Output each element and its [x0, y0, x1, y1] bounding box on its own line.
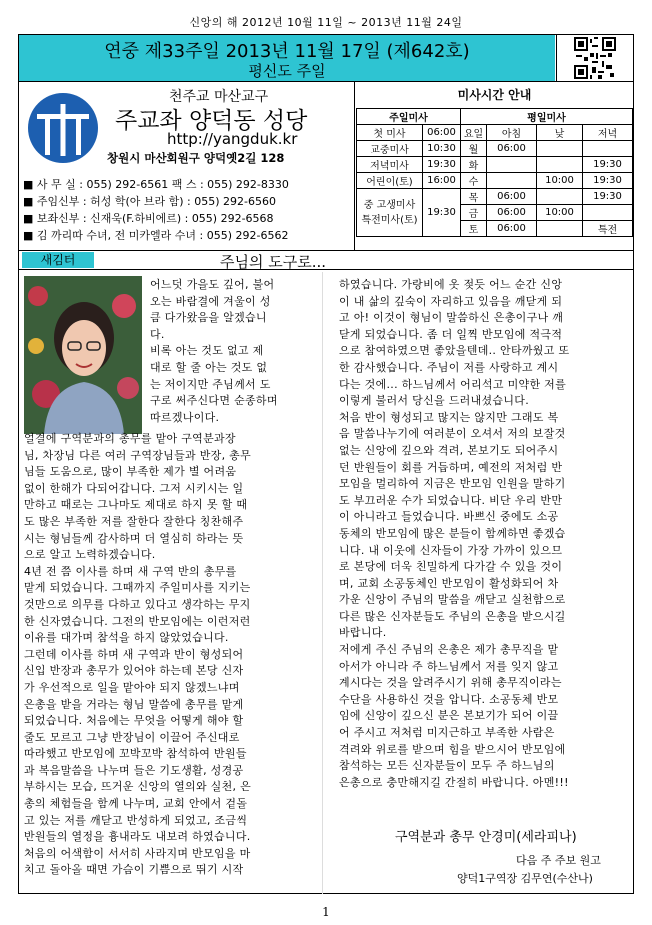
article-line: 대로 할 줄 아는 것도 없 [150, 360, 268, 374]
column-divider [322, 272, 323, 894]
article-line: 비록 아는 것도 없고 제 [150, 344, 264, 358]
qr-code-icon [574, 37, 616, 79]
weekday-time [537, 189, 583, 205]
article-line: 님, 차장님 다른 여러 구역장님들과 반장, 총무 [24, 448, 252, 462]
church-url[interactable]: http://yangduk.kr [167, 130, 298, 148]
article-line: 아서가 아니라 주 하느님께서 저를 잊지 않고 [339, 659, 559, 673]
article-line: 시는 형님들께 감사하며 더 열심히 하라는 뜻 [24, 531, 244, 545]
sunday-mass-header: 주일미사 [357, 109, 461, 125]
article-line: 은총을 받을 거라는 형님 말씀에 총무를 맡게 [24, 697, 244, 711]
weekday-time: 19:30 [583, 157, 633, 173]
article-line: 던 반원들이 회를 거듭하며, 예전의 저처럼 반 [339, 460, 563, 474]
article-line: 는 저이지만 주님께서 도 [150, 377, 271, 391]
article-line: 다른 많은 신자분들도 주님의 은총을 받으시길 [339, 609, 566, 623]
article-line: 처음 반이 형성되고 많지는 않지만 그래도 복 [339, 410, 559, 424]
article-line: 은총으로 충만해지길 간절히 바랍니다. 아멘!!! [339, 775, 569, 789]
article-line: 격려와 위로를 받으며 힘을 받으시어 반모임에 [339, 742, 566, 756]
article-left-column [24, 431, 318, 879]
article-line: 으로 알고 노력하겠습니다. [24, 548, 156, 562]
weekday-time: 19:30 [583, 189, 633, 205]
church-info [19, 82, 355, 250]
article-line: 치고 돌아올 때면 가슴이 기쁨으로 뛰기 시작 [24, 863, 244, 877]
article-line: 구로 써주신다면 순종하며 [150, 394, 278, 408]
weekday-time: 06:00 [487, 189, 537, 205]
weekday-mass-header: 평일미사 [461, 109, 633, 125]
page-number: 1 [322, 905, 330, 919]
sunday-name: 평신도 주일 [248, 62, 326, 80]
weekday-time: 06:00 [487, 205, 537, 221]
church-address: 창원시 마산회원구 양덕옛2길 128 [107, 151, 285, 165]
article-line: 님들 도움으로, 많이 부족한 제가 별 어려움 [24, 465, 237, 479]
article-line: 이유를 대가며 참석을 하지 않았었습니다. [24, 631, 229, 645]
article-author: 구역분과 총무 안경미(세라피나) [395, 830, 577, 845]
article-line: 며, 교회 소공동체인 반모임이 활성화되어 차 [339, 576, 559, 590]
article-line: 얼결에 구역분과의 총무를 맡아 구역분과장 [24, 432, 236, 445]
next-week-label: 다음 주 주보 원고 [516, 854, 601, 867]
qr-code[interactable] [556, 35, 633, 81]
article-line: 총의 체험들을 함께 나누며, 교회 안에서 겉돌 [24, 797, 248, 811]
article-line: 닫게 되었습니다. 좀 더 일찍 반모임에 적극적 [339, 327, 563, 341]
weekday-head: 낮 [537, 125, 583, 141]
article-line: 계시다는 것을 알려주시기 위해 총무직이라는 [339, 676, 562, 690]
youth-mass-label: 중 고생미사 특전미사(토) [357, 189, 423, 237]
article-line: 다는 것에... 하느님께서 어리석고 미약한 저를 [339, 377, 567, 391]
article-line: 처음의 어색함이 서서히 사라지며 반모임을 마 [24, 846, 251, 860]
contact-assistant: ■ 보좌신부 : 신재욱(F.하비에르) : 055) 292-6568 [23, 212, 274, 225]
diocese-name: 천주교 마산교구 [169, 89, 269, 105]
article-line: 바랍니다. [339, 626, 387, 640]
weekday-day: 토 [461, 221, 487, 237]
weekday-time [583, 141, 633, 157]
article-line: 하였습니다. 가랑비에 옷 젖듯 어느 순간 신앙 [339, 278, 563, 291]
weekday-time [537, 221, 583, 237]
church-name: 주교좌 양덕동 성당 [115, 108, 308, 134]
next-week-author: 양덕1구역장 김무연(수산나) [457, 872, 593, 885]
article-right-column [339, 277, 630, 791]
article-line: 수단을 사용하신 것을 압니다. 소공동체 반모 [339, 692, 559, 706]
weekday-day: 수 [461, 173, 487, 189]
sunday-label: 교중미사 [357, 141, 423, 157]
weekday-time: 19:30 [583, 173, 633, 189]
weekday-time [537, 157, 583, 173]
weekday-day: 목 [461, 189, 487, 205]
article-line: 동체의 반모임에 많은 분들이 함께하면 좋겠습 [339, 526, 566, 540]
article-line: 으로 참여하였으면 좋았을텐데.. 안타까웠고 또 [339, 344, 570, 358]
article-title: 주님의 도구로... [220, 253, 327, 271]
weekday-time: 10:00 [537, 173, 583, 189]
article-line: 도 많은 부족한 저를 잘한다 잘한다 칭찬해주 [24, 514, 244, 528]
sunday-label: 저녁미사 [357, 157, 423, 173]
article-line: 이 내 삶의 깊숙이 자리하고 있음을 깨닫게 되 [339, 294, 563, 308]
weekday-day: 화 [461, 157, 487, 173]
article-line: 과 복음말씀을 나누며 들은 기도생활, 성경공 [24, 763, 244, 777]
article-line: 로 본당에 더욱 친밀하게 다가갈 수 있을 것이 [339, 560, 563, 574]
article-line: 니다. 내 이웃에 신자들이 가장 가까이 있으므 [339, 543, 563, 557]
article-line: 한 감사했습니다. 주님이 저를 사랑하고 계시 [339, 360, 559, 374]
sunday-label: 첫 미사 [357, 125, 423, 141]
weekday-time: 특전 [583, 221, 633, 237]
article-line: 큼 다가왔음을 알겠습니 [150, 311, 267, 325]
article-line: 맡게 되었습니다. 그때까지 주일미사를 지키는 [24, 581, 251, 595]
weekday-time: 10:00 [537, 205, 583, 221]
article-line: 만하고 때로는 그나마도 제대로 하지 못 할 때 [24, 498, 248, 512]
sunday-time: 10:30 [423, 141, 461, 157]
article-line: 고 아! 이것이 형님이 말씀하신 은총이구나 깨 [339, 311, 564, 325]
weekday-time [583, 205, 633, 221]
church-logo-icon [27, 92, 99, 164]
article-line: 가 우선적으로 일을 맡아야 되지 않겠느냐며 [24, 680, 240, 694]
article-line: 되었습니다. 처음에는 무엇을 어떻게 해야 할 [24, 714, 244, 728]
issue-title: 연중 제33주일 2013년 11월 17일 (제642호) [104, 41, 470, 62]
article-line: 고 있는 저를 깨닫고 반성하게 되었고, 조금씩 [24, 813, 248, 827]
article-left-wrap [150, 277, 318, 426]
article-line: 그런데 이사를 하며 새 구역과 반이 형성되어 [24, 647, 244, 661]
header-banner [19, 35, 555, 81]
article-line: 다. [150, 327, 165, 341]
article-line: 모임을 멀리하여 지금은 반모임 인원을 말하기 [339, 477, 566, 491]
article-line: 가운 신앙이 주님의 말씀을 깨닫고 실천함으로 [339, 593, 566, 607]
weekday-day: 월 [461, 141, 487, 157]
weekday-head: 저녁 [583, 125, 633, 141]
weekday-time: 06:00 [487, 221, 537, 237]
article-line: 없이 한해가 다되어갑니다. 그저 시키시는 일 [24, 481, 244, 495]
article-line: 저에게 주신 주님의 은총은 제가 총무직을 맡 [339, 643, 559, 657]
youth-mass-time: 19:30 [423, 189, 461, 237]
sunday-time: 06:00 [423, 125, 461, 141]
contact-office: ■ 사 무 실 : 055) 292-6561 팩 스 : 055) 292-8330 [23, 178, 289, 191]
sunday-label: 어린이(토) [357, 173, 423, 189]
article-line: 따르겠나이다. [150, 410, 220, 424]
article-line: 줄도 모르고 그냥 반장님이 이끌어 주신대로 [24, 730, 240, 744]
mass-schedule [356, 82, 633, 250]
mass-schedule-title: 미사시간 안내 [457, 88, 532, 102]
weekday-time [487, 173, 537, 189]
article-line: 반원들의 열정을 흉내라도 내보려 하였습니다. [24, 830, 251, 844]
article-line: 이 아니라고 들었습니다. 바쁘신 중에도 소공 [339, 510, 559, 524]
article-line: 4년 전 쯤 이사를 하며 새 구역 반의 총무를 [24, 564, 237, 578]
weekday-time: 06:00 [487, 141, 537, 157]
faith-year-line: 신앙의 해 2012년 10월 11일 ~ 2013년 11월 24일 [189, 16, 463, 29]
article-line: 어 주시고 저처럼 미지근하고 부족한 사람은 [339, 726, 555, 740]
sunday-time: 16:00 [423, 173, 461, 189]
article-line: 임에 신앙이 깊으신 분은 본보기가 되어 이끌 [339, 709, 559, 723]
article-line: 도 부끄러운 수가 되었습니다. 비단 우리 반만 [339, 493, 563, 507]
weekday-time [487, 157, 537, 173]
article-line: 참석하는 모든 신자분들이 모두 주 하느님의 [339, 759, 555, 773]
article-line: 것만으로 의무를 다하고 있다고 생각하는 무지 [24, 597, 251, 611]
weekday-day: 금 [461, 205, 487, 221]
article-line: 어느덧 가을도 깊어, 불어 [150, 278, 275, 291]
weekday-time [537, 141, 583, 157]
article-line: 부하시는 모습, 뜨거운 신앙의 열의와 실천, 은 [24, 780, 252, 794]
article-line: 없는 신앙에 깊으와 격려, 본보기도 되어주시 [339, 443, 559, 457]
mass-table [356, 108, 633, 237]
author-photo [24, 276, 142, 434]
article-line: 따라했고 반모임에 꼬박꼬박 참석하여 반원들 [24, 747, 247, 761]
article-line: 한 신자였습니다. 그전의 반모임에는 이런저런 [24, 614, 251, 628]
article-line: 음 말씀나누기에 여러분이 오셔서 저의 보잘것 [339, 427, 566, 441]
weekday-head: 요일 [461, 125, 487, 141]
section-tag: 새김터 [22, 252, 94, 268]
sunday-time: 19:30 [423, 157, 461, 173]
contact-sisters: ■ 김 까리따 수녀, 전 미카엘라 수녀 : 055) 292-6562 [23, 229, 289, 242]
article-line: 이렇게 불러서 당신을 드러내셨습니다. [339, 394, 530, 408]
weekday-head: 아침 [487, 125, 537, 141]
article-line: 오는 바람결에 겨울이 성 [150, 294, 271, 308]
contact-pastor: ■ 주임신부 : 허성 학(아 브라 함) : 055) 292-6560 [23, 195, 276, 208]
article-line: 신입 반장과 총무가 있어야 하는데 본당 신자 [24, 664, 244, 678]
